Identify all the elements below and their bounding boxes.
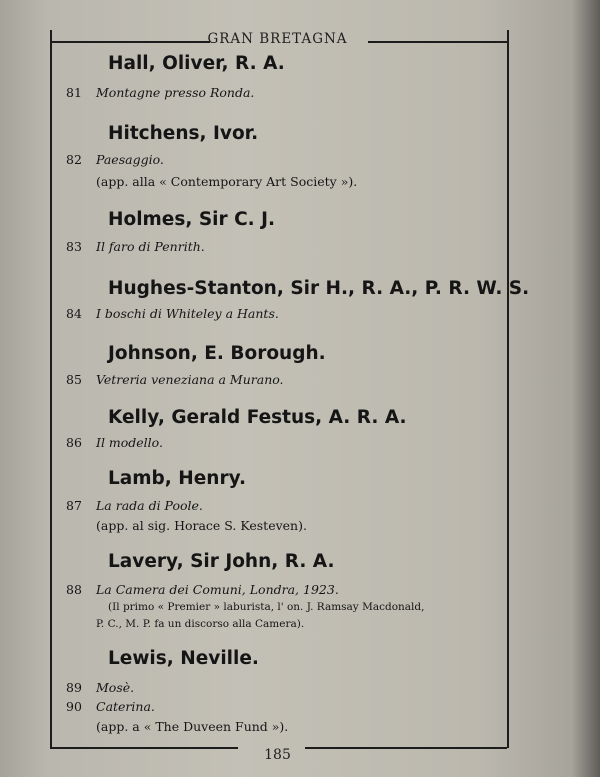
provenance-note: (app. alla « Contemporary Art Society »). — [96, 174, 358, 189]
artist-name: Johnson, E. Borough. — [108, 343, 326, 364]
work-title: Montagne presso Ronda. — [96, 85, 255, 100]
work-title: Il modello. — [96, 435, 163, 450]
work-entry — [66, 582, 339, 597]
catalogue-number: 87 — [66, 498, 82, 513]
work-title: Mosè. — [96, 680, 135, 695]
artist-name: Hughes-Stanton, Sir H., R. A., P. R. W. S. — [108, 278, 530, 299]
work-entry — [66, 699, 155, 714]
artist-name: Lewis, Neville. — [108, 648, 259, 669]
catalogue-number: 81 — [66, 85, 82, 100]
work-entry — [66, 239, 205, 254]
catalogue-number: 89 — [66, 680, 82, 695]
book-spine-shadow — [572, 0, 600, 777]
artist-name: Kelly, Gerald Festus, A. R. A. — [108, 407, 407, 428]
work-title: Vetreria veneziana a Murano. — [96, 372, 284, 387]
artist-name: Hitchens, Ivor. — [108, 123, 259, 144]
work-entry — [66, 85, 254, 100]
provenance-note: (app. al sig. Horace S. Kesteven). — [96, 518, 307, 533]
artist-name: Lavery, Sir John, R. A. — [108, 551, 335, 572]
work-title: La rada di Poole. — [96, 498, 203, 513]
page-number: 185 — [264, 747, 291, 763]
artist-name: Holmes, Sir C. J. — [108, 209, 276, 230]
work-title: Paesaggio. — [96, 152, 164, 167]
work-title: Caterina. — [96, 699, 155, 714]
catalogue-number: 86 — [66, 435, 82, 450]
catalogue-number: 84 — [66, 306, 82, 321]
work-entry — [66, 680, 134, 695]
work-title: I boschi di Whiteley a Hants. — [96, 306, 279, 321]
work-entry — [66, 152, 164, 167]
catalogue-number: 85 — [66, 372, 82, 387]
catalogue-number: 88 — [66, 582, 82, 597]
caption-note-line: (Il primo « Premier » laburista, l' on. J. Ramsay Macdonald, — [108, 601, 425, 613]
running-head: GRAN BRETAGNA — [207, 31, 348, 47]
catalogue-number: 83 — [66, 239, 82, 254]
work-entry — [66, 498, 203, 513]
provenance-note: (app. a « The Duveen Fund »). — [96, 719, 289, 734]
work-entry — [66, 372, 284, 387]
catalogue-number: 90 — [66, 699, 82, 714]
work-title: Il faro di Penrith. — [96, 239, 205, 254]
artist-name: Lamb, Henry. — [108, 468, 246, 489]
artist-name: Hall, Oliver, R. A. — [108, 53, 285, 74]
catalogue-number: 82 — [66, 152, 82, 167]
caption-note-line: P. C., M. P. fa un discorso alla Camera). — [96, 618, 305, 630]
work-entry — [66, 435, 163, 450]
work-title: La Camera dei Comuni, Londra, 1923. — [96, 582, 339, 597]
work-entry — [66, 306, 279, 321]
